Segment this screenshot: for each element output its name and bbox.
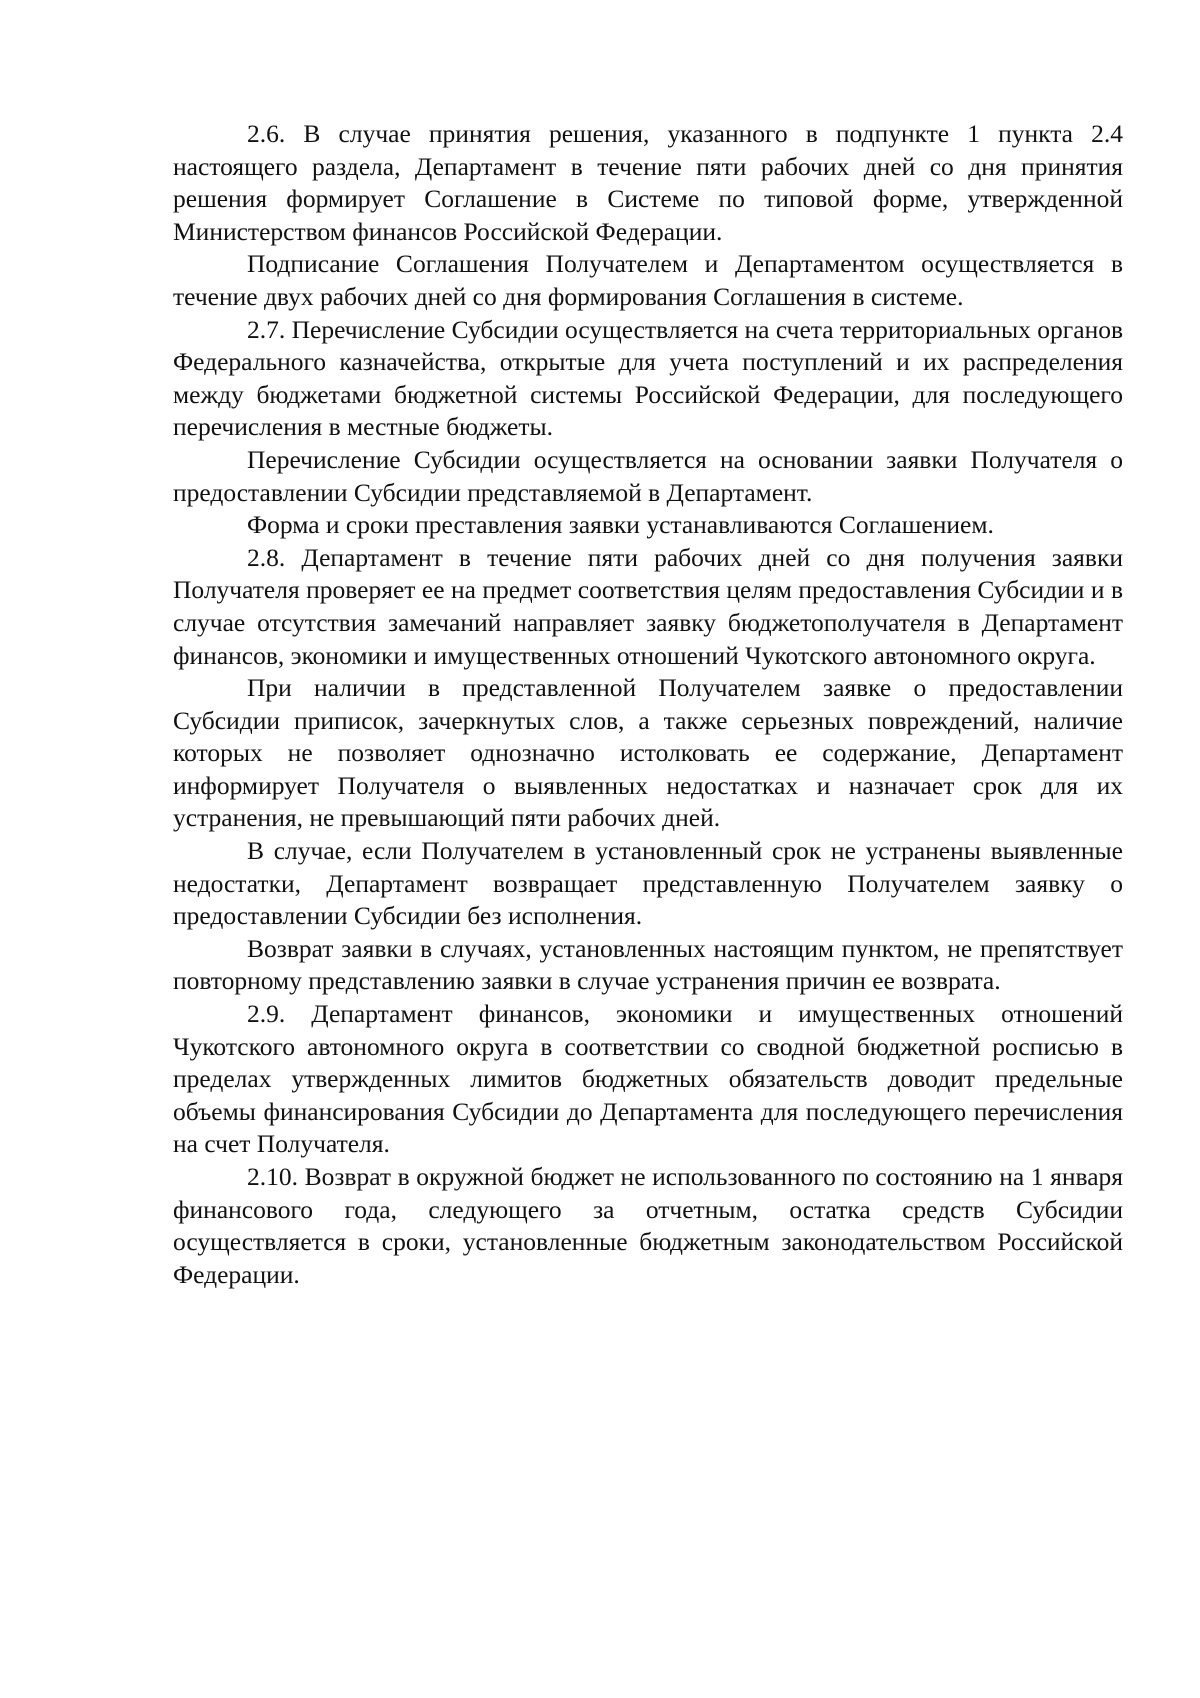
paragraph-2-10: 2.10. Возврат в окружной бюджет не использованного по состоянию на 1 января финансового года, следующего за отчетным, остатка средств Субсидии осуществляется в сроки, установленные бюджетным законодательством Российской Федерации. xyxy=(173,1162,1123,1289)
paragraph-2-7: 2.7. Перечисление Субсидии осуществляется на счета территориальных органов Федерального казначейства, открытые для учета поступлений и их распределения между бюджетами бюджетной системы Российской Федерации, для последующего перечисления в местные бюджеты. xyxy=(173,314,1124,442)
document-body xyxy=(173,118,1123,1291)
paragraph-transfer-basis: Перечисление Субсидии осуществляется на основании заявки Получателя о предоставлении Субсидии представляемой в Департамент. xyxy=(173,444,1123,507)
paragraph-application-form: Форма и сроки преставления заявки устанавливаются Соглашением. xyxy=(247,510,994,540)
paragraph-2-8: 2.8. Департамент в течение пяти рабочих дней со дня получения заявки Получателя проверяет ее на предмет соответствия целям предоставления Субсидии и в случае отсутствия замечаний направляет заявку бюджетополучателя в Департамент финансов, экономики и имущественных отношений Чукотского автономного округа. xyxy=(173,542,1123,670)
paragraph-2-6: 2.6. В случае принятия решения, указанного в подпункте 1 пункта 2.4 настоящего раздела, Департамент в течение пяти рабочих дней со дня принятия решения формирует Соглашение в Системе по типовой форме, утвержденной Министерством финансов Российской Федерации. xyxy=(173,119,1123,246)
paragraph-2-9: 2.9. Департамент финансов, экономики и имущественных отношений Чукотского автономного округа в соответствии со сводной бюджетной росписью в пределах утвержденных лимитов бюджетных обязательств доводит предельные объемы финансирования Субсидии до Департамента для последующего перечисления на счет Получателя. xyxy=(173,999,1123,1159)
paragraph-agreement-signing: Подписание Соглашения Получателем и Департаментом осуществляется в течение двух рабочих дней со дня формирования Соглашения в системе. xyxy=(173,249,1123,311)
paragraph-return-application: В случае, если Получателем в установленный срок не устранены выявленные недостатки, Департамент возвращает представленную Получателем заявку о предоставлении Субсидии без исполнения. xyxy=(173,836,1123,931)
paragraph-deficiencies: При наличии в представленной Получателем заявке о предоставлении Субсидии приписок, зачеркнутых слов, а также серьезных повреждений, наличие которых не позволяет однозначно истолковать ее содержание, Департамент информирует Получателя о выявленных недостатках и назначает срок для их устранения, не превышающий пяти рабочих дней. xyxy=(173,673,1123,833)
paragraph-resubmission: Возврат заявки в случаях, установленных настоящим пунктом, не препятствует повторному представлению заявки в случае устранения причин ее возврата. xyxy=(173,933,1123,996)
